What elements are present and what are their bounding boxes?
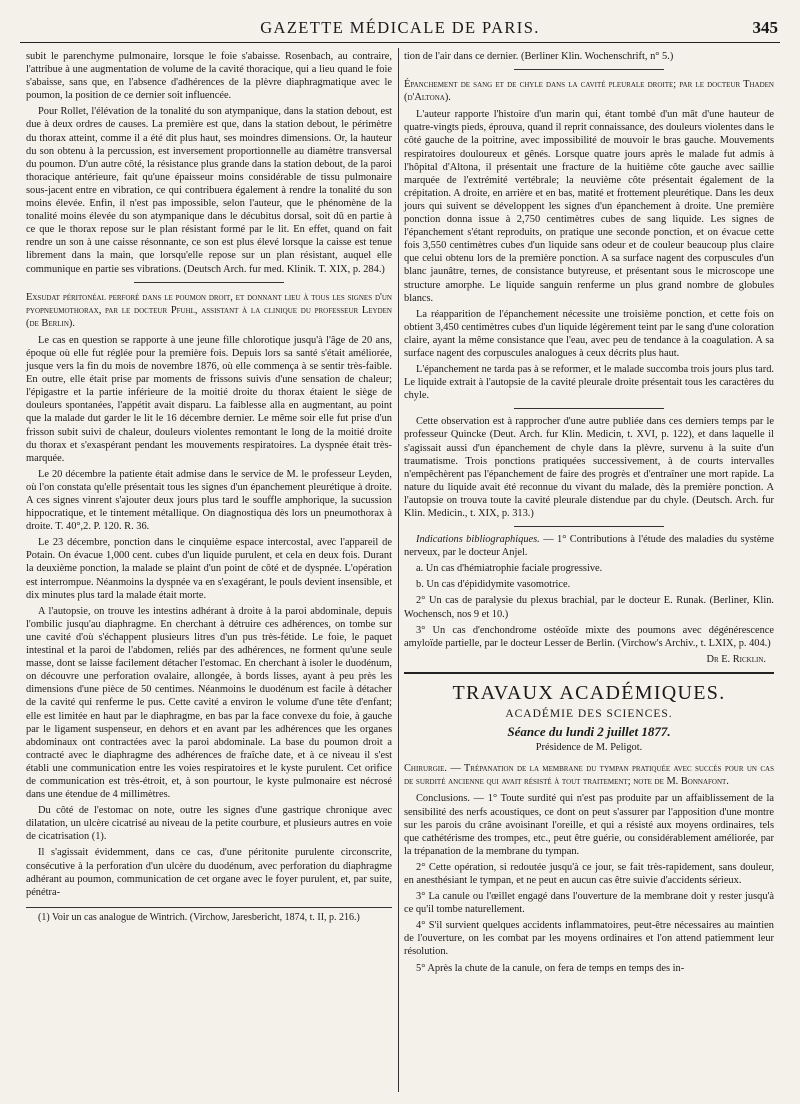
page-header — [20, 18, 780, 40]
article-heading-text: Chirurgie. — Trépanation de la membrane du tympan pratiquée avec succès pour un cas de surdité ancienne qui avait résisté à tout traitement; note de M. Bonnafont. — [404, 763, 774, 788]
paragraph: Le cas en question se rapporte à une jeune fille chlorotique jusqu'à l'âge de 20 ans, époque où elle fut réglée pour la première fois. Depuis lors sa santé s'était améliorée, jusque vers la fin du mois de novembre 1876, où elle commença à se sentir très-faible. En outre, elle était prise par moments de frissons suivis d'une sensation de chaleur; l'épigastre et la partie inférieure de la moitié droite du thorax étaient le siège de douleurs spontanées, l'appétit avait disparu. La faiblesse alla en augmentant, au point que la malade dut garder le lit le 16 décembre dernier. Le même soir elle fut prise d'un frisson subit suivi de chaleur, douleurs violentes remontant le long de la moitié droite du thorax et s'exaspérant pendant les mouvements respiratoires. La dyspnée était très-marquée. — [26, 334, 392, 464]
bibliography-item: 3° Un cas d'enchondrome ostéoïde mixte des poumons avec dégénérescence amyloïde partielle, par le docteur Lesser de Berlin. (Virchow's Archiv., t. LXIX, p. 404.) — [404, 624, 774, 649]
section-title: TRAVAUX ACADÉMIQUES. — [452, 681, 726, 704]
paragraph: Le 20 décembre la patiente était admise dans le service de M. le professeur Leyden, où l'on constata qu'elle présentait tous les signes d'un épanchement pleurétique à droite. A ces signes vinrent s'ajouter deux jours plus tard le souffle amphorique, la sucussion hippocratique, et le tintement métallique. On diagnostiqua dès lors un pneumothorax à droite. T. 40°,2. P. 120. R. 36. — [26, 468, 392, 533]
section-subtitle: ACADÉMIE DES SCIENCES. — [505, 707, 673, 720]
paragraph: L'auteur rapporte l'histoire d'un marin qui, étant tombé d'un mât d'une hauteur de quatre-vingts pieds, éprouva, quand il reprit connaissance, des douleurs violentes dans le côté gauche de la poitrine, avec impossibilité de mouvoir le bras gauche. Mouvements respiratoires douloureux et gênés. Lorsque quatre jours après le malade fut admis à l'hôpital d'Altona, il présentait une fracture de la huitième côte gauche avec saillie marquée de l'extrémité vertébrale; la neuvième côte présentait également de la crépitation. A droite, en arrière et en bas, matité et frottement pleurétique. Dans les deux jours qui suivent se développent les signes d'un épanchement à droite. Une première ponction donna issue à 2,750 centimètres cubes de sang liquide. Les signes de l'épanchement s'étant reproduits, on pratique une seconde ponction, et on évacue cette fois 3,550 centimètres cubes d'un liquide sans odeur et de couleur beaucoup plus claire que celui obtenu lors de la première ponction. A sa surface nagent des corpuscules d'un blanc jaunâtre, ternes, de consistance butyreuse, et présentant sous le microscope une structure amorphe. Le liquide sanguin renferme un plus grand nombre de globules blancs. — [404, 109, 774, 304]
paragraph: Conclusions. — 1° Toute surdité qui n'est pas produite par un affaiblissement de la sensibilité des nerfs acoustiques, ce dont on peut s'assurer par l'apposition d'une montre sur les parois du crâne avoisinant l'oreille, et qui a résisté aux moyens ordinaires, tels que cathétérisme des trompes, etc., peut être guérie, ou considérablement améliorée, par la trépanation de la membrane du tympan. — [404, 793, 774, 857]
bibliography — [404, 533, 774, 559]
bibliography-lead: Indications bibliographiques. — [416, 534, 540, 546]
paragraph: tion de l'air dans ce dernier. (Berliner Klin. Wochenschrift, n° 5.) — [404, 51, 674, 62]
article-heading — [26, 291, 392, 330]
session-date: Séance du lundi 2 juillet 1877. — [507, 724, 671, 740]
page-number: 345 — [752, 18, 778, 37]
bibliography-item: a. Un cas d'hémiatrophie faciale progressive. — [416, 563, 603, 575]
paragraph: L'épanchement ne tarda pas à se reformer, et le malade succomba trois jours plus tard. Le liquide extrait à l'autopsie de la cavité pleurale droite présentait tous les caractères du chyle. — [404, 364, 774, 402]
paragraph: subit le parenchyme pulmonaire, lorsque le foie s'abaisse. Rosenbach, au contraire, l'attribue à une augmentation de volume de la cavité thoracique, qui a lieu quand le foie s'abaisse, sans que, en l'absence d'adhérences de la plèvre diaphragmatique avec le poumon, la position de ce dernier soit influencée. — [26, 51, 392, 102]
right-column — [404, 50, 774, 978]
paragraph: 2° Cette opération, si redoutée jusqu'à ce jour, se fait très-rapidement, sans douleur, en anesthésiant le tympan, et ne peut en aucun cas être suivie d'accidents sérieux. — [404, 861, 774, 886]
article-heading-text: Exsudat péritonéal perforé dans le poumon droit, et donnant lieu à tous les signes d'un pyopneumothorax, par le docteur Pfuhl, assistant à la clinique du professeur Leyden (de Berlin). — [26, 291, 392, 329]
journal-title: GAZETTE MÉDICALE DE PARIS. — [260, 18, 540, 37]
paragraph: La réapparition de l'épanchement nécessite une troisième ponction, et cette fois on obtient 3,450 centimètres cubes d'un liquide légèrement teint par le sang d'une coloration claire, ayant la même consistance que l'eau, avec peu de tendance à la coagulation. A sa surface nagent des corpuscules analogues à ceux décrits plus haut. — [404, 308, 774, 359]
article-separator — [514, 408, 664, 409]
footnote-rule — [26, 907, 392, 908]
article-separator — [514, 526, 664, 527]
presidence: Présidence de M. Peligot. — [535, 742, 643, 754]
article-separator — [134, 282, 284, 283]
author-signature: Dr E. Ricklin. — [706, 653, 766, 665]
section-rule — [404, 672, 774, 674]
bibliography-item: b. Un cas d'épididymite vasomotrice. — [416, 579, 571, 591]
paragraph: 5° Après la chute de la canule, on fera de temps en temps des in- — [416, 962, 685, 974]
paragraph: Il s'agissait évidemment, dans ce cas, d'une péritonite purulente circonscrite, consécutive à la perforation d'un ulcère du duodénum, avec perforation du diaphragme adhérant au poumon, communication de cet organe avec le foyer purulent, et, par suite, pénétra- — [26, 847, 392, 898]
footnote: (1) Voir un cas analogue de Wintrich. (Virchow, Jaresbericht, 1874, t. II, p. 216.) — [38, 911, 360, 923]
column-divider — [398, 48, 399, 1092]
paragraph: 3° La canule ou l'œillet engagé dans l'ouverture de la membrane doit y rester jusqu'à ce qu'il tombe naturellement. — [404, 891, 774, 916]
article-heading — [404, 762, 774, 788]
paragraph: A l'autopsie, on trouve les intestins adhérant à droite à la paroi abdominale, depuis l'ombilic jusqu'au diaphragme. En cherchant à détruire ces adhérences, on tombe sur une cavité d'où s'échappent plusieurs litres d'un pus très-fétide. Le foie, le paquet intestinal et la paroi de l'abdomen, reliés par des adhérences, ne forment qu'une seule masse, dont se laisse facilement détacher l'estomac. En cherchant à isoler le duodénum, on découvre une perforation ovalaire, allongée, à bords lisses, ayant à peu près les dimensions d'une pièce de 50 centimes. Néanmoins le duodénum est facile à détacher de la cavité qui renferme le pus. Cette cavité a environ le volume d'une tête d'enfant; elle est limitée en haut par le diaphragme, en bas par la face convexe du foie, à gauche par le ligament suspenseur, en dehors et en avant par les adhérences que les organes abdominaux ont contractées avec la paroi abdominale. La base du poumon droit a contracté avec le diaphragme des adhérences de fraîche date, et à ce niveau il s'est établi une communication entre les voies respiratoires et le kyste purulent. Cet orifice de communication est très-étroit, et, à son pourtour, le kyste pulmonaire est nécrosé dans une étendue de 4 millimètres. — [26, 605, 392, 801]
article-heading-text: Épanchement de sang et de chyle dans la cavité pleurale droite; par le docteur Thaden (d'Altona). — [404, 79, 774, 104]
header-rule — [20, 42, 780, 43]
bibliography-item: — 1° Contributions à l'étude des maladies du système nerveux, par le docteur Anjel. — [404, 534, 774, 559]
paragraph: Cette observation est à rapprocher d'une autre publiée dans ces derniers temps par le professeur Quincke (Deut. Arch. fur Klin. Medicin, t. XVI, p. 122), et dans laquelle il s'agissait aussi d'un épanchement de chyle dans la plèvre, survenu à la suite d'un traumatisme. Trois ponctions pratiquées successivement, à de courts intervalles n'empêchèrent pas l'épanchement de faire des progrès et d'entraîner une mort rapide. La nature du liquide avait été reconnue du vivant du malade, dès la première ponction. A l'autopsie on trouva toute la cavité pleurale distendue par du chyle. (Deutsch. Arch. fur Klin. Medicin., t. XIX, p. 313.) — [404, 416, 774, 519]
paragraph: 4° S'il survient quelques accidents inflammatoires, peut-être nécessaires au maintien de l'ouverture, on les combat par les moyens ordinaires et l'on attend patiemment leur résolution. — [404, 920, 774, 958]
paragraph: Le 23 décembre, ponction dans le cinquième espace intercostal, avec l'appareil de Potain. On évacue 1,000 cent. cubes d'un liquide purulent, et cela en deux fois. Durant la deuxième ponction, la malade se plaint d'un point de côté et de dyspnée. L'opération est interrompue. Néanmoins la dyspnée va en s'exagérant, le pouls devient insensible, et dix minutes plus tard la malade était morte. — [26, 537, 392, 601]
article-separator — [514, 69, 664, 70]
paragraph: Pour Rollet, l'élévation de la tonalité du son atympanique, dans la station debout, est due à deux ordres de causes. La première est que, dans la station debout, le périmètre du thorax atteint, comme il a été dit plus haut, ses moindres dimensions. Or, la hauteur du son obtenu à la percussion, est inversement proportionnelle au diamètre transversal du poumon. D'un autre côté, la résistance plus grande dans la station debout, de la paroi thoracique antérieure, fait qu'une épaisseur moins considérable de tissu pulmonaire sous-jacent entre en vibration, ce qui contribuera également à rendre la tonalité du son moins élevée. Enfin, il n'est pas impossible, selon l'auteur, que le phénomène de la tonalité moins élevée du son atympanique dans le décubitus dorsal, soit dû en partie à ce que le thorax repose sur le plan résistant formé par le lit. En effet, quand on fait rendre un son à une caisse résonnante, ce son est plus élevé lorsque la caisse est tenue librement dans la main, que lorsqu'elle repose sur un plan résistant, auquel elle communique en partie ses vibrations. (Deutsch Arch. fur med. Klinik. T. XIX, p. 284.) — [26, 106, 392, 275]
bibliography-item: 2° Un cas de paralysie du plexus brachial, par le docteur E. Runak. (Berliner, Klin. Wochensch, nos 9 et 10.) — [404, 595, 774, 620]
left-column — [26, 50, 392, 928]
paragraph: Du côté de l'estomac on note, outre les signes d'une gastrique chronique avec dilatation, un ulcère cicatrisé au niveau de la petite courbure, et plusieurs autres en voie de cicatrisation (1). — [26, 805, 392, 843]
article-heading — [404, 78, 774, 104]
